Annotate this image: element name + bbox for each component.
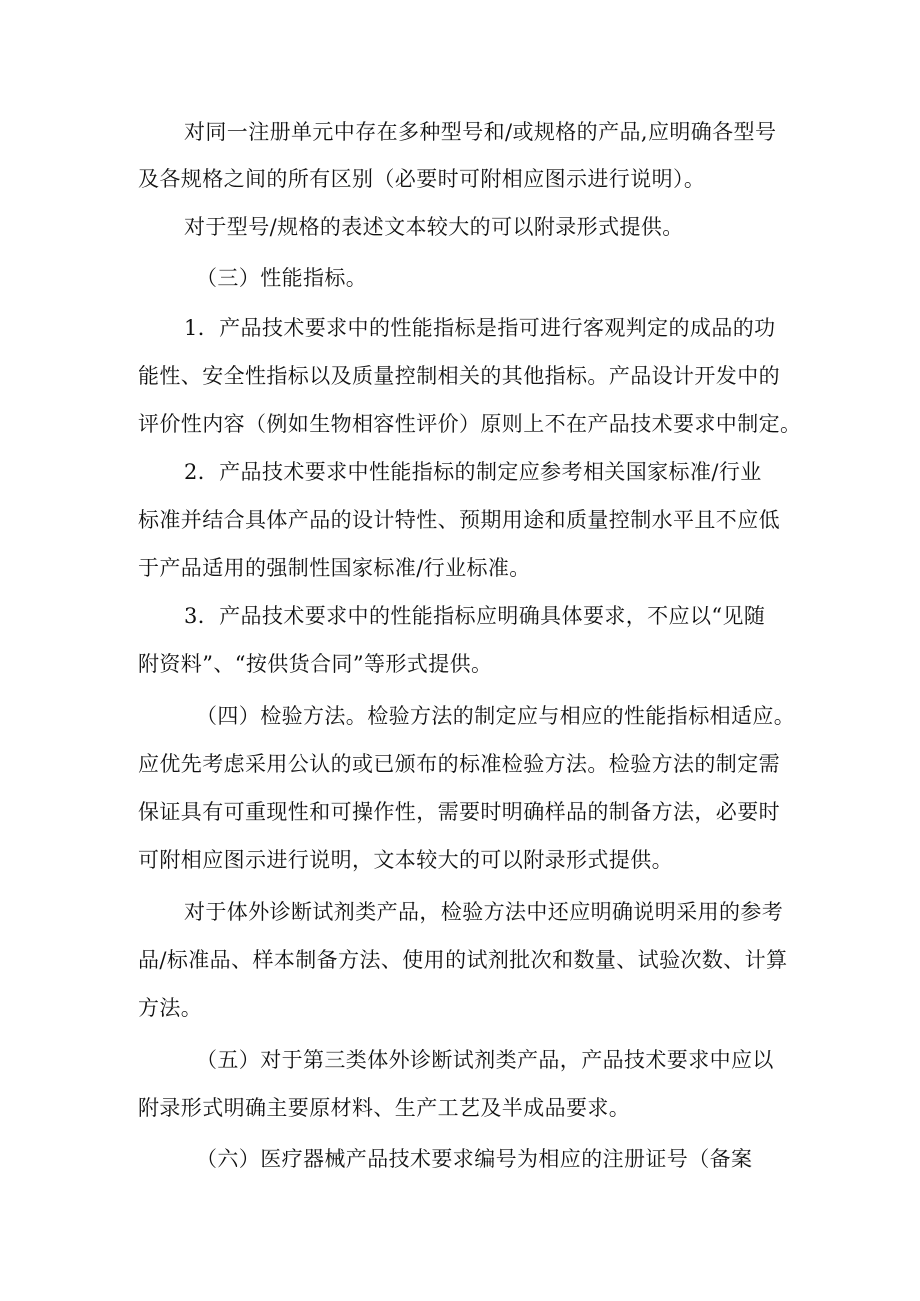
text-line: 可附相应图示进行说明，文本较大的可以附录形式提供。: [138, 848, 673, 872]
text-line: 对于体外诊断试剂类产品，检验方法中还应明确说明采用的参考: [184, 900, 784, 924]
text-line: 评价性内容（例如生物相容性评价）原则上不在产品技术要求中制定。: [138, 412, 802, 436]
section-heading: （五）对于第三类体外诊断试剂类产品，产品技术要求中应以: [196, 1048, 774, 1072]
text-line: 方法。: [138, 996, 203, 1020]
section-heading: （四）检验方法。检验方法的制定应与相应的性能指标相适应。: [196, 704, 796, 728]
text-line: 品/标准品、样本制备方法、使用的试剂批次和数量、试验次数、计算: [138, 948, 788, 972]
text-line: 于产品适用的强制性国家标准/行业标准。: [138, 556, 531, 580]
text-line: 及各规格之间的所有区别（必要时可附相应图示进行说明）。: [138, 167, 706, 191]
text-line: 附资料”、“按供货合同”等形式提供。: [138, 652, 493, 676]
text-line: 对于型号/规格的表述文本较大的可以附录形式提供。: [184, 215, 684, 239]
text-line: 保证具有可重现性和可操作性，需要时明确样品的制备方法，必要时: [138, 800, 780, 824]
text-line: 附录形式明确主要原材料、生产工艺及半成品要求。: [138, 1096, 631, 1120]
section-heading: （六）医疗器械产品技术要求编号为相应的注册证号（备案: [196, 1147, 753, 1171]
text-line: 3．产品技术要求中的性能指标应明确具体要求，不应以“见随: [184, 604, 766, 628]
text-line: 对同一注册单元中存在多种型号和/或规格的产品,应明确各型号: [184, 120, 777, 144]
text-line: 应优先考虑采用公认的或已颁布的标准检验方法。检验方法的制定需: [138, 752, 780, 776]
text-line: 2．产品技术要求中性能指标的制定应参考相关国家标准/行业: [184, 460, 762, 484]
section-heading: （三）性能指标。: [196, 266, 368, 290]
text-line: 标准并结合具体产品的设计特性、预期用途和质量控制水平且不应低: [138, 508, 780, 532]
text-line: 1．产品技术要求中的性能指标是指可进行客观判定的成品的功: [184, 316, 776, 340]
text-line: 能性、安全性指标以及质量控制相关的其他指标。产品设计开发中的: [138, 364, 780, 388]
